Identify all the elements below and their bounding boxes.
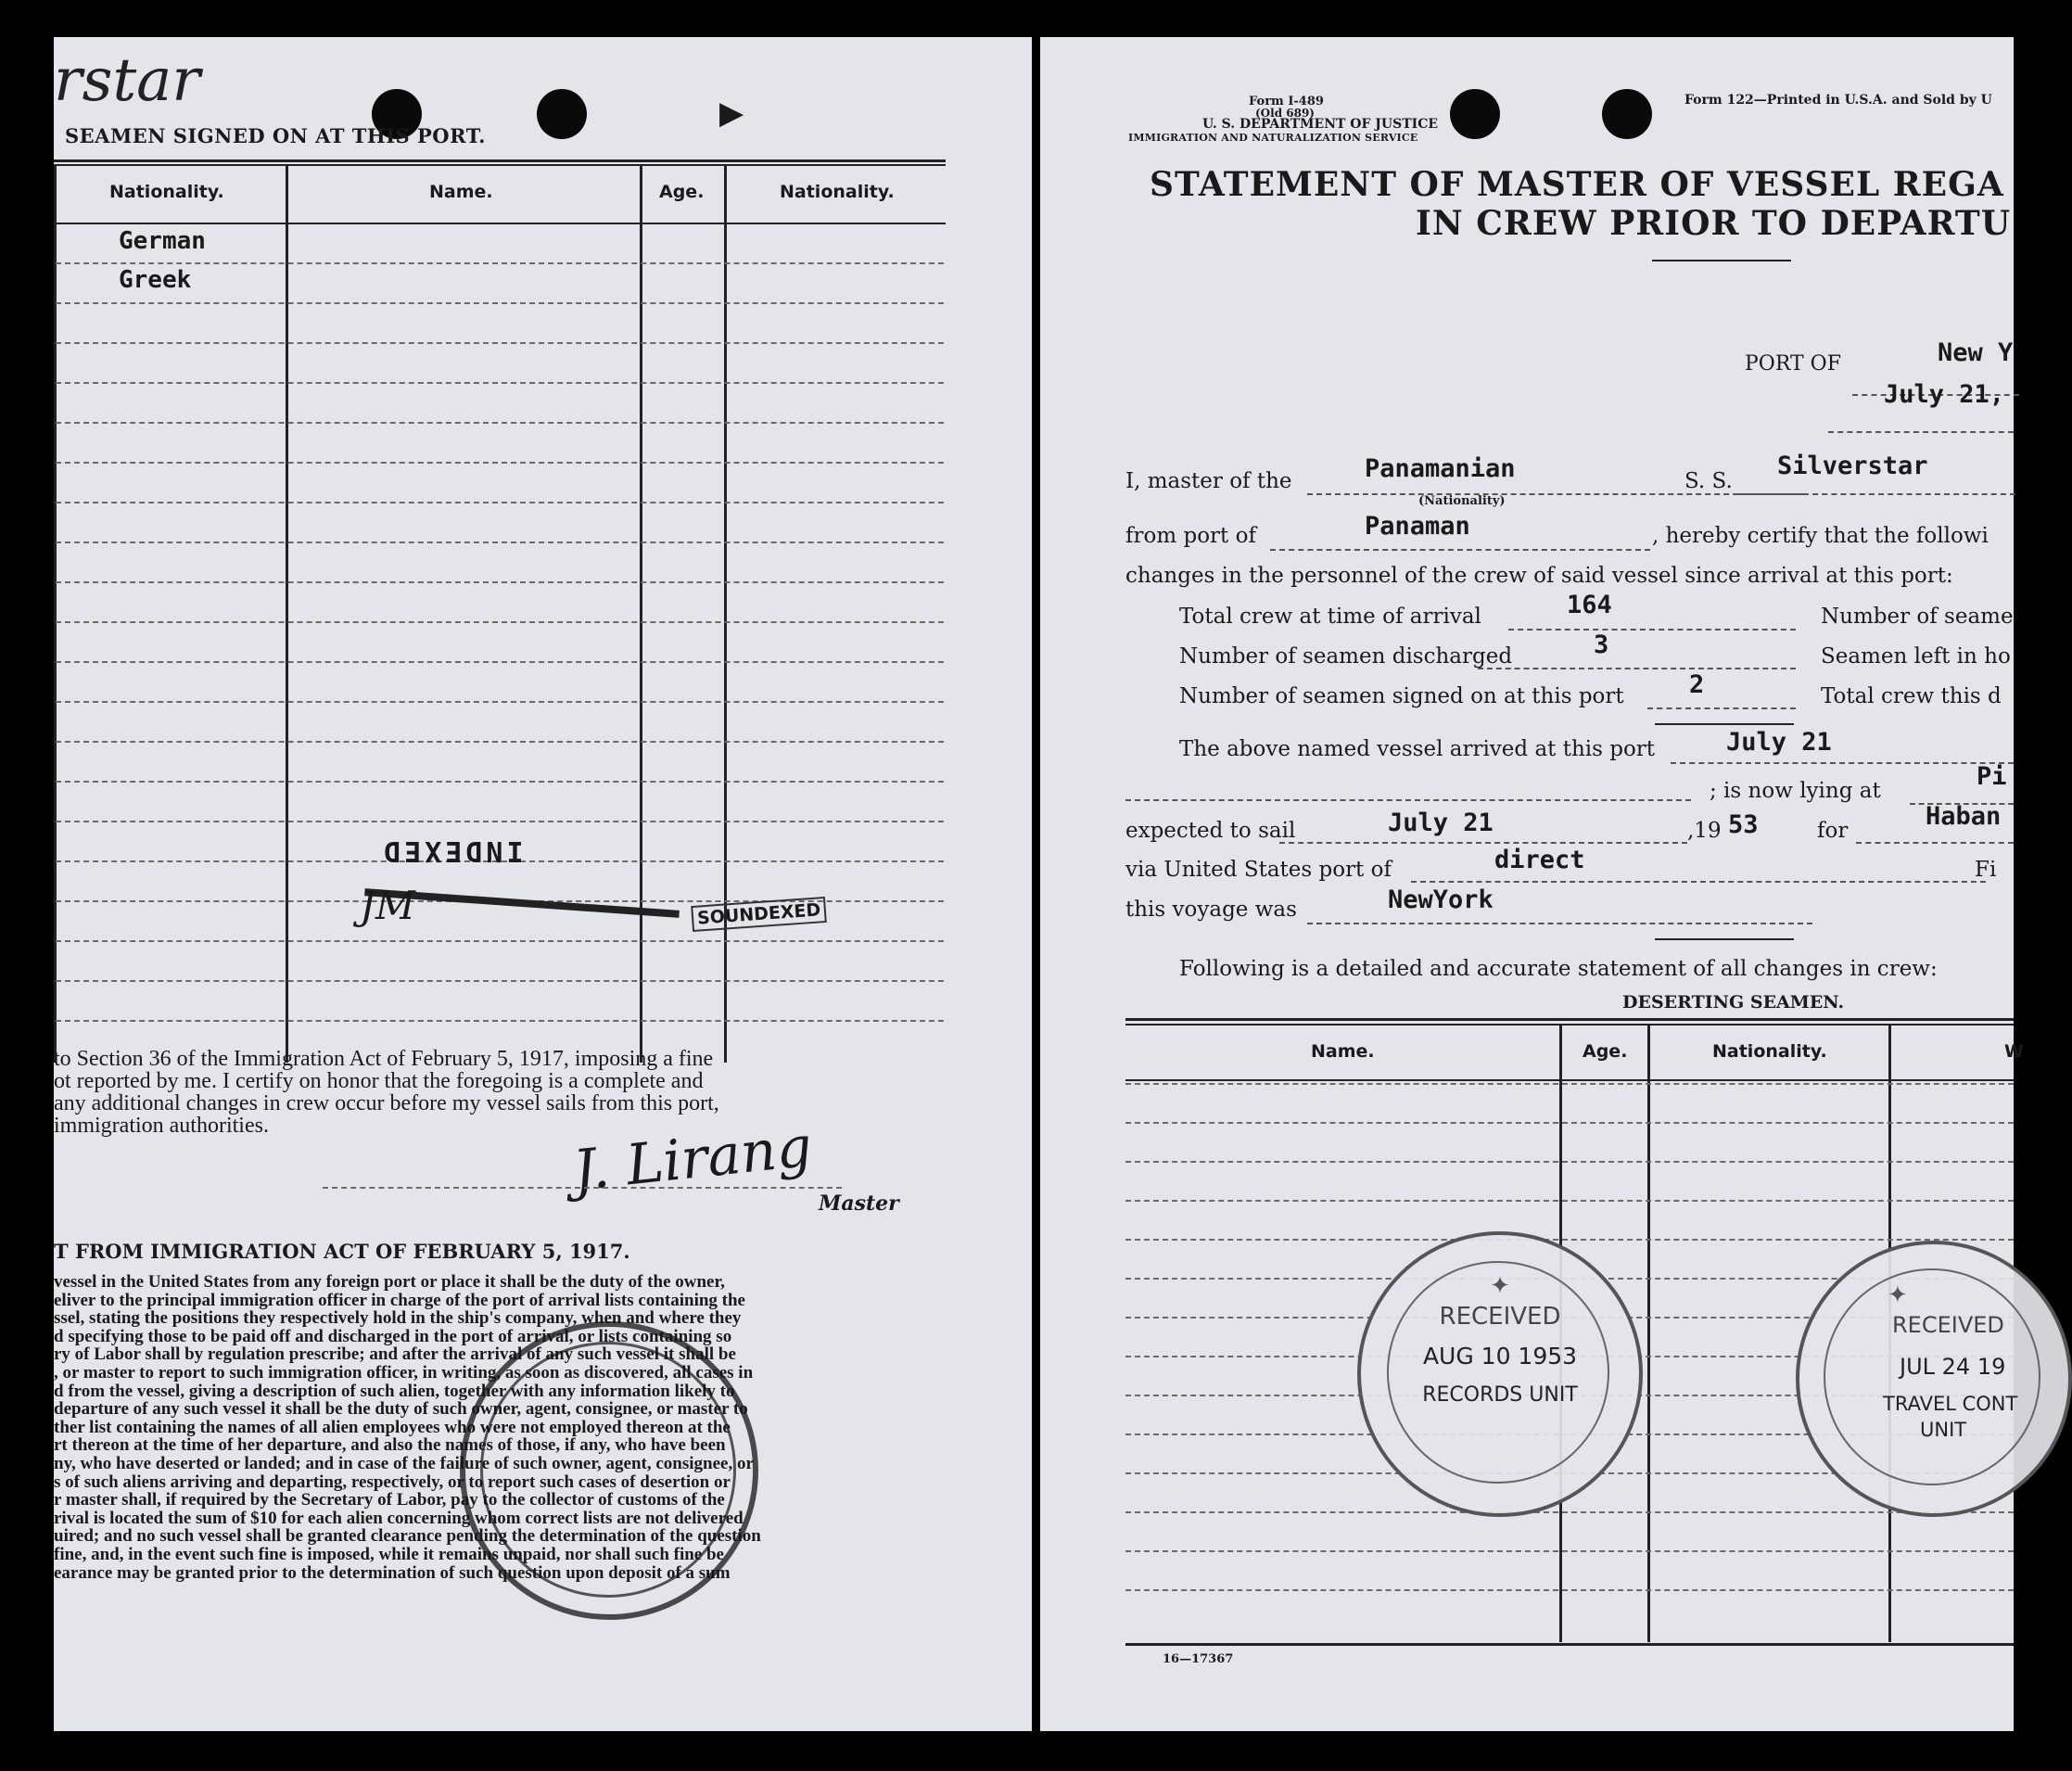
table-row bbox=[56, 422, 944, 424]
via-label: via United States port of bbox=[1125, 858, 1392, 882]
table-top-rule bbox=[54, 164, 946, 166]
table-row bbox=[56, 701, 944, 703]
table-top-rule bbox=[1125, 1018, 2014, 1021]
table-top-rule bbox=[54, 159, 946, 162]
circular-stamp-inner bbox=[480, 1342, 736, 1598]
table-row bbox=[1125, 1200, 2014, 1202]
voyage-field bbox=[1307, 895, 1812, 924]
table-top-rule bbox=[1125, 1024, 2014, 1026]
arrived-label: The above named vessel arrived at this port bbox=[1179, 737, 1656, 761]
initials-scrawl: JM bbox=[360, 883, 415, 928]
via-value: direct bbox=[1494, 846, 1585, 874]
stamp-date: JUL 24 19 bbox=[1900, 1354, 2006, 1380]
stamp-indexed: INDEXED bbox=[380, 835, 524, 867]
section-title: SEAMEN SIGNED ON AT THIS PORT. bbox=[65, 124, 486, 147]
marker-arrow-icon: ▶ bbox=[719, 95, 744, 132]
nationality-value: Panamanian bbox=[1365, 454, 1516, 483]
table-bottom-rule bbox=[1125, 1643, 2014, 1646]
table-row bbox=[1125, 1122, 2014, 1124]
form-number: Form I-489 bbox=[1249, 95, 1324, 108]
stamp-unit: RECORDS UNIT bbox=[1422, 1383, 1578, 1407]
master-signature: J. Lirang bbox=[570, 1114, 816, 1204]
table-row bbox=[56, 342, 944, 344]
for-value: Haban bbox=[1926, 802, 2002, 831]
lying-label: ; is now lying at bbox=[1710, 779, 1881, 803]
service-name: IMMIGRATION AND NATURALIZATION SERVICE bbox=[1128, 132, 1418, 144]
expected-value: July 21 bbox=[1388, 809, 1494, 837]
extract-text: vessel in the United States from any foreign port or place it shall be the duty of the owner, eliver to the principal immigration officer in charge of the port of arrival lists containing the ssel, stating the positions they respectively hold in the ship's company, when and where they d specifying those to be paid off and discharged in the port of arrival, or lists containing so ry of Labor shall by regulation prescribe; and after the arrival of any such vessel it shall be , or master to report to such immigration officer, in writing, as soon as discovered, all cases in d from the vessel, giving a description of such alien, together with any information likely to departure of any such vessel it shall be the duty of such owner, agent, consignee, or master to ther list containing the names of all alien employees who were not employed thereon at the rt thereon at the time of her departure, and also the names of those, if any, who have been ny, who have deserted or landed; and in case of the failure of such owner, agent, consignee, or s of such aliens arriving and departing, respectively, or to report such cases of desertion or r master shall, if required by the Secretary of Labor, pay to the collector of customs of the rival is located the sum of $10 for each alien concerning whom correct lists are not delivered uired; and no such vessel shall be granted clearance pending the determination of the question fine, and, in the event such fine is imposed, while it remains unpaid, nor shall such fine be earance may be granted prior to the determination of such question upon deposit of a sum bbox=[54, 1272, 761, 1583]
date-value: July 21, bbox=[1884, 380, 2005, 409]
voyage-label: this voyage was bbox=[1125, 898, 1297, 922]
table-row bbox=[56, 781, 944, 783]
arrived-value: July 21 bbox=[1726, 728, 1832, 757]
signed-on-label: Number of seamen signed on at this port bbox=[1179, 684, 1624, 708]
handwritten-header: rstar bbox=[54, 46, 200, 115]
discharged-field bbox=[1478, 640, 1796, 669]
stamp-soundexed: SOUNDEXED bbox=[691, 897, 827, 932]
voyage-rule bbox=[1655, 938, 1794, 940]
lying-value: Pi bbox=[1977, 762, 2007, 791]
table-row bbox=[56, 462, 944, 464]
from-port-label: from port of bbox=[1125, 524, 1256, 548]
table-row bbox=[56, 502, 944, 503]
right-column-label: Total crew this d bbox=[1821, 684, 2002, 708]
table-row bbox=[1125, 1550, 2014, 1552]
column-header-age: Age. bbox=[659, 182, 705, 202]
ship-value: Silverstar bbox=[1777, 452, 1928, 480]
title-rule bbox=[1652, 260, 1791, 261]
form-print-note: Form 122—Printed in U.S.A. and Sold by U bbox=[1684, 93, 1992, 108]
column-header-nationality: Nationality. bbox=[1712, 1041, 1827, 1062]
changes-text: changes in the personnel of the crew of said vessel since arrival at this port: bbox=[1125, 564, 1953, 588]
year-prefix: ,19 bbox=[1687, 819, 1722, 843]
signature-line bbox=[323, 1187, 842, 1189]
table-cell-nationality: Greek bbox=[119, 266, 192, 294]
table-row bbox=[56, 821, 944, 822]
stamp-unit: TRAVEL CONT bbox=[1883, 1393, 2018, 1415]
table-row bbox=[1125, 1239, 2014, 1241]
punch-hole bbox=[1450, 89, 1500, 139]
table-cell-nationality: German bbox=[119, 227, 206, 255]
year-value: 53 bbox=[1728, 810, 1759, 839]
table-row bbox=[56, 541, 944, 543]
column-divider bbox=[54, 166, 57, 1063]
expected-label: expected to sail bbox=[1125, 819, 1296, 843]
date-field bbox=[1828, 403, 2014, 433]
certify-text: , hereby certify that the followi bbox=[1652, 524, 1989, 548]
right-column-label: Number of seame bbox=[1821, 605, 2014, 629]
punch-hole bbox=[1602, 89, 1652, 139]
signed-on-value: 2 bbox=[1689, 670, 1705, 699]
table-row bbox=[56, 741, 944, 743]
table-row bbox=[56, 980, 944, 982]
deserting-title: DESERTING SEAMEN. bbox=[1622, 992, 1845, 1013]
department-name: U. S. DEPARTMENT OF JUSTICE bbox=[1202, 117, 1439, 132]
table-row bbox=[56, 621, 944, 623]
port-label: PORT OF bbox=[1745, 352, 1841, 376]
table-row bbox=[1125, 1083, 2014, 1085]
subtotal-rule bbox=[1655, 723, 1794, 725]
discharged-value: 3 bbox=[1594, 631, 1609, 659]
column-divider bbox=[286, 166, 288, 1063]
table-row bbox=[1125, 1589, 2014, 1591]
following-text: Following is a detailed and accurate statement of all changes in crew: bbox=[1179, 957, 1938, 981]
right-column-label: Seamen left in ho bbox=[1821, 644, 2011, 669]
fi-label: Fi bbox=[1975, 858, 1997, 882]
star-icon: ✦ bbox=[1490, 1272, 1510, 1300]
table-row bbox=[56, 262, 944, 264]
certification-text: to Section 36 of the Immigration Act of February 5, 1917, imposing a fine ot reported by me. I certify on honor that the foregoing is a complete and any additional changes in crew occur before my vessel sails from this port, immigration authorities. bbox=[54, 1047, 719, 1138]
total-crew-field bbox=[1508, 601, 1796, 631]
location-field bbox=[1125, 771, 1691, 801]
punch-hole bbox=[537, 89, 587, 139]
table-row bbox=[56, 302, 944, 304]
stamp-unit-line2: UNIT bbox=[1920, 1419, 1967, 1441]
discharged-label: Number of seamen discharged bbox=[1179, 644, 1513, 669]
received-stamp-travel-control bbox=[1796, 1241, 2072, 1517]
form-old-number: (Old 689) bbox=[1255, 107, 1315, 120]
ss-label: S. S. bbox=[1684, 469, 1733, 493]
table-row bbox=[56, 940, 944, 942]
from-port-value: Panaman bbox=[1365, 512, 1470, 541]
nationality-caption: (Nationality) bbox=[1418, 494, 1506, 508]
table-row bbox=[1125, 1161, 2014, 1163]
stamp-received: RECEIVED bbox=[1892, 1312, 2004, 1338]
signed-on-field bbox=[1647, 680, 1796, 709]
header-rule bbox=[1125, 1079, 2014, 1081]
port-value: New Y bbox=[1938, 338, 2014, 367]
title-line-2: IN CREW PRIOR TO DEPARTU bbox=[1416, 204, 2012, 243]
column-header-name: Name. bbox=[1311, 1041, 1375, 1062]
total-crew-value: 164 bbox=[1567, 591, 1612, 619]
table-row bbox=[1125, 1511, 2014, 1513]
column-header-nationality: Nationality. bbox=[780, 182, 895, 202]
table-row bbox=[56, 1020, 944, 1022]
table-row bbox=[56, 661, 944, 663]
header-rule bbox=[54, 223, 946, 224]
arrived-field bbox=[1671, 734, 2014, 764]
column-header-age: Age. bbox=[1583, 1041, 1628, 1062]
stamp-date: AUG 10 1953 bbox=[1422, 1343, 1578, 1370]
table-row bbox=[56, 581, 944, 583]
extract-title: T FROM IMMIGRATION ACT OF FEBRUARY 5, 1917. bbox=[54, 1240, 630, 1263]
voyage-value: NewYork bbox=[1388, 886, 1494, 914]
master-of-label: I, master of the bbox=[1125, 469, 1292, 493]
column-header-w: W bbox=[2004, 1041, 2024, 1062]
title-line-1: STATEMENT OF MASTER OF VESSEL REGA bbox=[1150, 165, 2004, 204]
right-page bbox=[1040, 37, 2024, 1731]
column-header-nationality: Nationality. bbox=[109, 182, 224, 202]
star-icon: ✦ bbox=[1888, 1281, 1908, 1309]
footer-code: 16—17367 bbox=[1163, 1652, 1234, 1666]
column-header-name: Name. bbox=[429, 182, 493, 202]
left-page bbox=[54, 37, 1032, 1731]
table-row bbox=[56, 382, 944, 384]
column-divider bbox=[640, 166, 642, 1063]
for-label: for bbox=[1817, 819, 1849, 843]
master-label: Master bbox=[819, 1191, 899, 1216]
stamp-received: RECEIVED bbox=[1439, 1303, 1561, 1331]
total-crew-label: Total crew at time of arrival bbox=[1179, 605, 1481, 629]
received-stamp-records-unit bbox=[1357, 1231, 1643, 1517]
